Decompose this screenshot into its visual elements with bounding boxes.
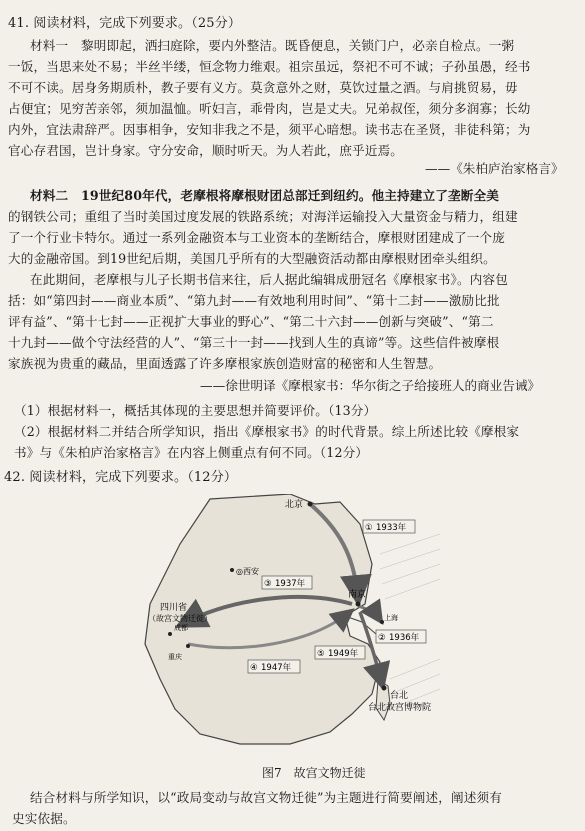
m2-line: 在此期间，老摩根与儿子长期书信来往，后人据此编辑成册冠名《摩根家书》。内容包 [30,272,508,287]
q41-heading: 41. 阅读材料，完成下列要求。（25分） [8,16,241,31]
m1-line: 一饭，当思来处不易；半丝半缕，恒念物力维艰。祖宗虽远，祭祀不可不诚；子孙虽愚，经书 [8,59,531,74]
label-museum: 台北故宫博物院 [368,703,432,713]
route-1937-num: ③ [264,579,272,589]
label-gugong-qiantu: （故宫文物迁徙） [148,614,212,623]
chongqing-marker [186,644,190,648]
q41-req-2: （2）根据材料二并结合所学知识，指出《摩根家书》的时代背景。综上所述比较《摩根家 [14,424,520,439]
route-1933-num: ① [365,523,373,533]
m1-line: 不可不读。居身务期质朴，教子要有义方。莫贪意外之财，莫饮过量之酒。与肩挑贸易，毋 [8,80,518,95]
taibei-marker [382,686,387,691]
m2-line: 括：如“第四封——商业本质”、“第九封——有效地利用时间”、“第十二封——激励比批 [8,293,500,308]
m1-source: ——《朱柏庐治家格言》 [425,161,564,176]
route-1949-num: ⑤ [317,649,325,659]
route-1937-year: 1937年 [275,579,306,589]
label-taibei: 台北 [390,691,409,701]
route-tag-1936 [376,630,426,643]
q42-heading: 42. 阅读材料，完成下列要求。（12分） [4,470,237,485]
map-svg [140,494,440,759]
label-chengdu: 成都 [174,624,188,632]
relocation-map [140,494,440,759]
label-sichuan: 四川省 [160,603,188,613]
route-1947-year: 1947年 [261,663,292,673]
m2-line: 大的金融帝国。到19世纪后期，美国几乎所有的大型融资活动都由摩根财团牵头组织。 [8,251,496,266]
route-tag-1933 [363,520,415,533]
m2-source: ——徐世明译《摩根家书：华尔街之子给接班人的商业告诫》 [200,378,541,393]
m2-line: 家族视为贵重的藏品，里面透露了许多摩根家族创造财富的秘密和人生智慧。 [8,356,442,371]
m2-line: 十九封——做个守法经营的人”、“第三十一封——找到人生的真谛”等。这些信件被摩根 [8,335,500,350]
q41-req-1: （1）根据材料一，概括其体现的主要思想并简要评价。（13分） [14,403,377,418]
m1-line: 内外，宜法肃辞严。因事相争，安知非我之不是，须平心暗想。读书志在圣贤，非徒科第；为 [8,122,531,137]
route-tag-1947 [248,660,300,673]
xian-marker [230,568,234,572]
nanjing-marker [356,602,361,607]
m2-line: 评有益”、“第十七封——正视扩大事业的野心”、“第二十六封——创新与突破”、“第二 [8,314,494,329]
m1-line: 材料一 黎明即起，洒扫庭除，要内外整洁。既昏便息，关锁门户，必亲自检点。一粥 [30,38,515,53]
q42-task: 结合材料与所学知识，以“政局变动与故宫文物迁徙”为主题进行简要阐述，阐述须有 [30,790,502,805]
route-1949-year: 1949年 [328,649,359,659]
m2-line: 材料二 19世纪80年代，老摩根将摩根财团总部迁到纽约。他主持建立了垄断全美 [30,188,499,203]
figure-caption: 图7 故宫文物迁徙 [262,766,366,780]
q42-task-cont: 史实依据。 [12,811,76,826]
label-nanjing: 南京 [348,590,367,600]
label-beijing: 北京 [285,500,304,510]
chengdu-marker [168,632,172,636]
route-1933-year: 1933年 [376,523,407,533]
route-1936-year: 1936年 [389,633,420,643]
m2-line: 了一个行业卡特尔。通过一系列金融资本与工业资本的垄断结合，摩根财团建成了一个庞 [8,230,506,245]
label-shanghai: 上海 [384,614,398,622]
label-chongqing: 重庆 [168,653,182,661]
route-tag-1937 [262,576,312,589]
m1-line: 官心存君国，岂计身家。守分安命，顺时听天。为人若此，庶乎近焉。 [8,143,404,158]
route-1936-num: ② [378,633,386,643]
label-xian: ◎西安 [236,567,259,576]
route-1947-num: ④ [250,663,258,673]
beijing-marker [308,502,313,507]
q41-req-2-cont: 书》与《朱柏庐治家格言》在内容上侧重点有何不同。（12分） [14,445,369,460]
route-tag-1949 [315,646,365,659]
m2-line: 的钢铁公司；重组了当时美国过度发展的铁路系统；对海洋运输投入大量资金与精力，组建 [8,209,518,224]
m1-line: 占便宜；见穷苦亲邻，须加温恤。听妇言，乖骨肉，岂是丈夫。兄弟叔侄，须分多润寡；长幼 [8,101,531,116]
